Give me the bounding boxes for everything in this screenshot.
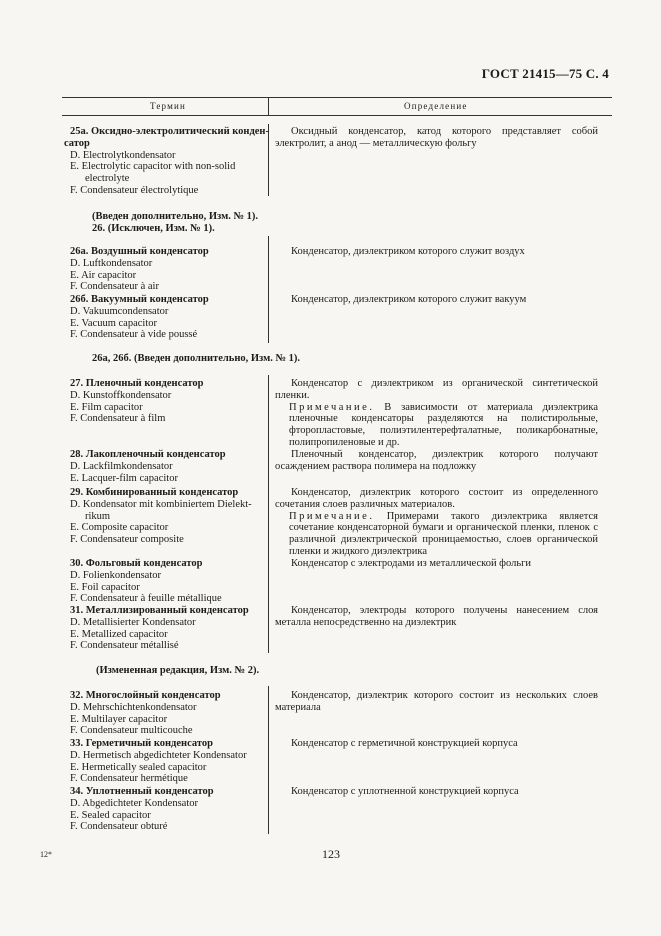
term-entry xyxy=(70,605,266,652)
term-de: D. Luftkondensator xyxy=(70,257,153,269)
term-de: D. Hermetisch abgedichteter Kondensator xyxy=(70,749,247,761)
term-title: 29. Комбинированный конденсатор xyxy=(70,487,239,498)
term-de: D. Electrolytkondensator xyxy=(70,149,176,161)
table-head-divider xyxy=(268,97,269,115)
term-entry xyxy=(70,449,266,484)
term-title: 31. Металлизированный конденсатор xyxy=(70,605,249,616)
term-en: E. Electrolytic capacitor with non-solid xyxy=(70,161,236,173)
term-entry xyxy=(70,738,266,785)
term-fr: F. Condensateur composite xyxy=(70,534,184,546)
term-title: 34. Уплотненный конденсатор xyxy=(70,786,214,797)
definition: Конденсатор, диэлектрик которого состоит из определенного сочетания слоев различных материалов. Примечание. Примерами такого диэлектрика является сочетание конденсаторной бумаги и органической пленки, пленок с различной диэлектрической проницаемостью, слоев органической пленки и жидкого диэлектрика xyxy=(275,487,598,557)
term-fr: F. Condensateur multicouche xyxy=(70,725,193,737)
term-en: E. Hermetically sealed capacitor xyxy=(70,761,207,773)
term-de: D. Kondensator mit kombiniertem Dielekt- xyxy=(70,498,252,510)
term-en: E. Foil capacitor xyxy=(70,581,140,593)
term-entry xyxy=(70,294,266,341)
term-title: 26б. Вакуумный конденсатор xyxy=(70,294,209,305)
term-de: D. Metallisierter Kondensator xyxy=(70,616,196,628)
term-de: D. Mehrschichtenkondensator xyxy=(70,701,197,713)
definition: Конденсатор, диэлектриком которого служит воздух xyxy=(291,246,525,257)
term-title: 30. Фольговый конденсатор xyxy=(70,558,203,569)
amendment-note: (Введен дополнительно, Изм. № 1). xyxy=(92,211,259,222)
term-fr: F. Condensateur à feuille métallique xyxy=(70,593,222,605)
amendment-note: (Измененная редакция, Изм. № 2). xyxy=(96,665,260,676)
column-head-definition: Определение xyxy=(404,101,468,111)
term-en: E. Sealed capacitor xyxy=(70,809,151,821)
term-de: D. Folienkondensator xyxy=(70,569,161,581)
term-entry xyxy=(70,786,266,833)
term-de: D. Lackfilmkondensator xyxy=(70,460,173,472)
term-de: D. Vakuumcondensator xyxy=(70,305,169,317)
term-en: E. Film capacitor xyxy=(70,401,143,413)
term-fr: F. Condensateur obturé xyxy=(70,821,168,833)
term-de: D. Kunstoffkondensator xyxy=(70,389,172,401)
term-entry xyxy=(70,690,266,737)
page-number: 123 xyxy=(322,847,340,861)
term-fr: F. Condensateur à air xyxy=(70,281,159,293)
term-title: 33. Герметичный конденсатор xyxy=(70,738,213,749)
term-en: E. Metallized capacitor xyxy=(70,628,168,640)
term-title: 25а. Оксидно-электролитический конден- xyxy=(70,126,269,137)
term-title: 28. Лакопленочный конденсатор xyxy=(70,449,226,460)
definition: Конденсатор с электродами из металлической фольги xyxy=(291,558,532,569)
term-en: E. Vacuum capacitor xyxy=(70,317,157,329)
column-head-terms: Термин xyxy=(150,101,187,111)
signature-mark: 12* xyxy=(40,850,52,859)
definition: Пленочный конденсатор, диэлектрик которого получают осаждением раствора полимера на подложку xyxy=(275,449,598,472)
term-en: E. Lacquer-film capacitor xyxy=(70,472,178,484)
term-fr: F. Condensateur hermétique xyxy=(70,773,188,785)
definition: Оксидный конденсатор, катод которого представляет собой электролит, а анод — металлическую фольгу xyxy=(275,126,598,149)
term-entry xyxy=(70,378,266,425)
term-entry xyxy=(64,126,269,197)
header-code: ГОСТ 21415—75 С. 4 xyxy=(481,66,609,81)
column-divider xyxy=(268,686,269,834)
term-en: E. Multilayer capacitor xyxy=(70,713,168,725)
term-title-cont: сатор xyxy=(64,137,90,149)
column-divider xyxy=(268,236,269,343)
term-entry xyxy=(70,558,266,605)
term-title: 32. Многослойный конденсатор xyxy=(70,690,221,701)
term-entry xyxy=(70,246,266,293)
definition: Конденсатор, диэлектриком которого служит вакуум xyxy=(291,294,527,305)
definition: Конденсатор с герметичной конструкцией корпуса xyxy=(291,738,518,749)
term-title: 27. Пленочный конденсатор xyxy=(70,378,204,389)
term-fr: F. Condensateur à film xyxy=(70,413,166,425)
definition-note: Примечание. Примерами такого диэлектрика является сочетание конденсаторной бумаги и органической пленки, пленок с различной диэлектрической проницаемостью, слоев органической пленки и жидкого диэлектрика xyxy=(289,510,598,557)
term-entry xyxy=(70,487,266,546)
term-en: E. Air capacitor xyxy=(70,269,137,281)
definition: Конденсатор, электроды которого получены нанесением слоя металла непосредственно на диэлектрик xyxy=(275,605,598,628)
term-en: E. Composite capacitor xyxy=(70,522,169,534)
definition: Конденсатор с уплотненной конструкцией корпуса xyxy=(291,786,519,797)
table-head-rule xyxy=(62,115,612,116)
amendment-note: 26. (Исключен, Изм. № 1). xyxy=(92,223,215,234)
term-de-cont: rikum xyxy=(85,510,111,522)
term-fr: F. Condensateur électrolytique xyxy=(70,184,199,196)
term-fr: F. Condensateur métallisé xyxy=(70,640,179,652)
amendment-note: 26а, 26б. (Введен дополнительно, Изм. № 1). xyxy=(92,353,301,364)
term-en-cont: electrolyte xyxy=(85,173,130,185)
term-fr: F. Condensateur à vide poussé xyxy=(70,329,198,341)
table-top-rule xyxy=(62,97,612,98)
term-title: 26а. Воздушный конденсатор xyxy=(70,246,209,257)
definition-note: Примечание. В зависимости от материала диэлектрика пленочные конденсаторы разделяются на полистирольные, фторопластовые, полиэтилентерефталатные, поликарбонатные, полипропиленовые и др. xyxy=(289,401,598,448)
column-divider xyxy=(268,375,269,653)
term-de: D. Abgedichteter Kondensator xyxy=(70,797,199,809)
definition: Конденсатор с диэлектриком из органической синтетической пленки. Примечание. В зависимости от материала диэлектрика пленочные конденсаторы разделяются на полистирольные, фторопластовые, полиэтилентерефталатные, поликарбонатные, полипропиленовые и др. xyxy=(275,378,598,448)
definition: Конденсатор, диэлектрик которого состоит из нескольких слоев материала xyxy=(275,690,598,713)
